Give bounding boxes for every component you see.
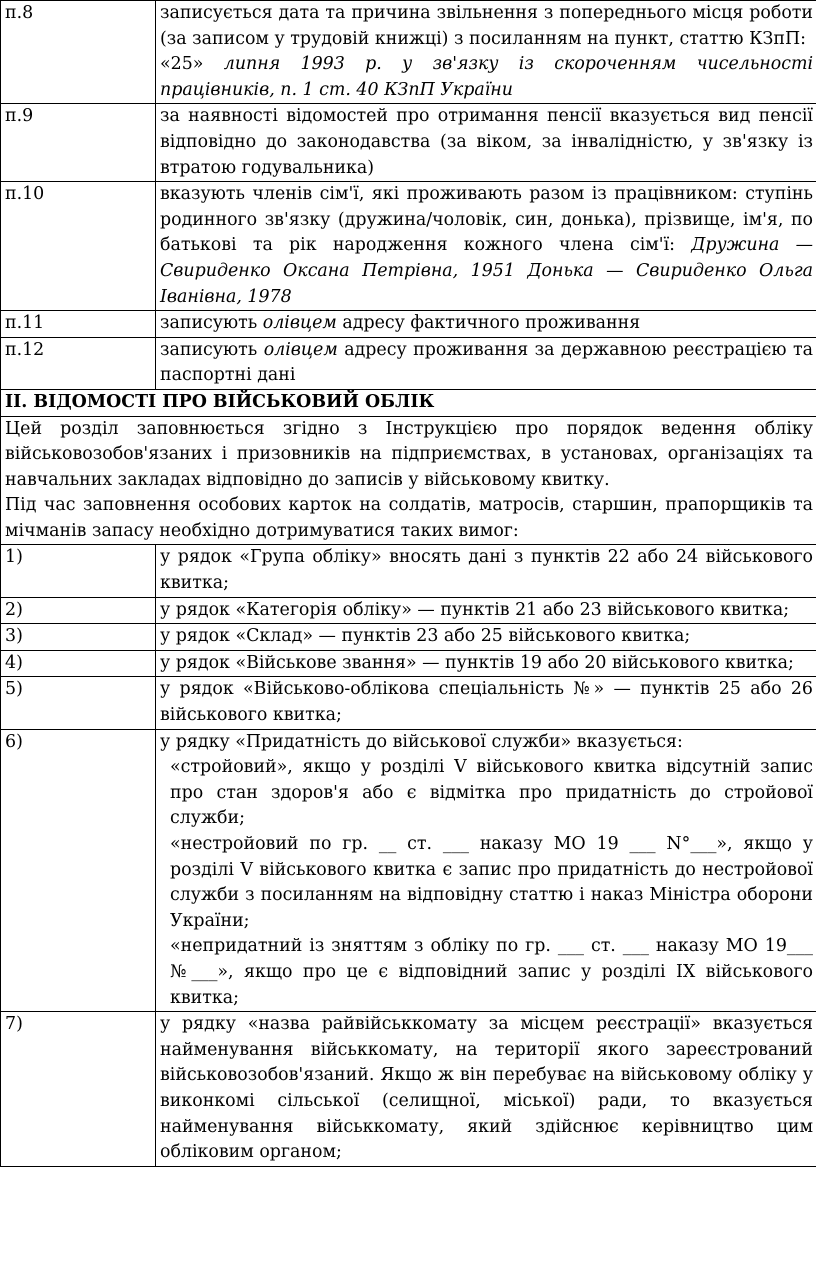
table-row bbox=[1, 1012, 816, 1167]
table-row bbox=[1, 337, 816, 389]
paragraph bbox=[160, 1012, 813, 1166]
paragraph bbox=[160, 338, 813, 389]
paragraph bbox=[160, 651, 813, 677]
table-row bbox=[1, 545, 816, 597]
item-description bbox=[156, 337, 816, 389]
text-run: записують bbox=[160, 313, 263, 334]
military-items bbox=[1, 545, 816, 1166]
table-row bbox=[1, 729, 816, 1012]
item-number: 7) bbox=[1, 1012, 156, 1167]
item-description bbox=[156, 677, 816, 729]
item-number: 5) bbox=[1, 677, 156, 729]
indented-paragraph bbox=[160, 755, 813, 832]
item-description bbox=[156, 545, 816, 597]
paragraph bbox=[160, 677, 813, 728]
text-run: записують bbox=[160, 339, 264, 360]
item-description bbox=[156, 650, 816, 677]
item-description bbox=[156, 311, 816, 338]
paragraph bbox=[160, 1, 813, 52]
table-row bbox=[1, 311, 816, 338]
section-heading-row bbox=[1, 389, 816, 416]
table-row bbox=[1, 677, 816, 729]
paragraph bbox=[160, 52, 813, 103]
item-number: 3) bbox=[1, 624, 156, 651]
section-title: ІІ. ВІДОМОСТІ ПРО ВІЙСЬКОВИЙ ОБЛІК bbox=[1, 389, 816, 416]
item-number: 6) bbox=[1, 729, 156, 1012]
item-description bbox=[156, 1, 816, 104]
table-row bbox=[1, 182, 816, 311]
table-row bbox=[1, 624, 816, 651]
intro-paragraph-2: Під час заповнення особових карток на солдатів, матросів, старшин, прапорщиків та мічманів запасу необхідно дотримуватися таких вимог: bbox=[5, 495, 813, 541]
text-run: «непридатний із зняттям з обліку по гр. ___ ст. ___ наказу МО 19___ №___», якщо про це є відповідний запис у розділі IX військового квитка; bbox=[170, 936, 813, 1008]
personal-data-items bbox=[1, 1, 816, 390]
table-row bbox=[1, 650, 816, 677]
item-description bbox=[156, 624, 816, 651]
text-run: у рядку «назва райвійськкомату за місцем реєстрації» вказується найменування військкомату, на території якого зареєстрований військовозобов'язаний. Якщо ж він перебуває на військовому обліку у виконкомі сільської (селищної, міської) ради, то вказується найменування військкомату, який здійснює керівництво цим обліковим органом; bbox=[160, 1014, 813, 1163]
item-number: 4) bbox=[1, 650, 156, 677]
indented-paragraph bbox=[160, 934, 813, 1011]
text-run: «нестройовий по гр. __ ст. ___ наказу МО 19 ___ N°___», якщо у розділі V військового квитка є запис про придатність до нестройової служби з посиланням на відповідну статтю і наказ Міністра оборони України; bbox=[170, 834, 813, 931]
italic-text: липня 1993 р. у зв'язку із скороченням чисельності працівників, п. 1 ст. 40 КЗпП України bbox=[160, 54, 814, 100]
text-run: у рядок «Категорія обліку» — пунктів 21 або 23 військового квитка; bbox=[160, 599, 790, 620]
text-run: у рядок «Група обліку» вносять дані з пунктів 22 або 24 військового квитка; bbox=[160, 547, 813, 594]
paragraph bbox=[160, 311, 813, 337]
italic-text: олівцем bbox=[263, 339, 338, 360]
intro-paragraph-1: Цей розділ заповнюється згідно з Інструкцією про порядок ведення обліку військовозобов'язаних і призовників на підприємствах, в установах, організаціях та навчальних закладах відповідно до записів у військовому квитку. bbox=[5, 418, 813, 490]
table-row bbox=[1, 1, 816, 104]
item-description bbox=[156, 182, 816, 311]
table-row bbox=[1, 104, 816, 182]
text-run: «стройовий», якщо у розділі V військового квитка відсутній запис про стан здоров'я або є відмітка про придатність до стройової служби; bbox=[170, 757, 813, 829]
paragraph bbox=[160, 730, 813, 756]
text-run: вказують членів сім'ї, які проживають разом із працівником: ступінь родинного зв'язку (дружина/чоловік, син, донька), прізвище, ім'я, по батькові та рік народження кожного члена сім'ї: bbox=[160, 184, 813, 256]
text-run: «25» bbox=[160, 54, 224, 75]
text-run: адресу фактичного проживання bbox=[336, 313, 641, 334]
indented-paragraph bbox=[160, 832, 813, 934]
text-run: у рядку «Придатність до військової служби» вказується: bbox=[160, 731, 683, 752]
section-intro-row bbox=[1, 416, 816, 545]
text-run: у рядок «Військове звання» — пунктів 19 або 20 військового квитка; bbox=[160, 652, 794, 673]
paragraph bbox=[160, 624, 813, 650]
paragraph bbox=[160, 598, 813, 624]
item-number: 1) bbox=[1, 545, 156, 597]
paragraph bbox=[160, 545, 813, 596]
item-number: 2) bbox=[1, 597, 156, 624]
table-row bbox=[1, 597, 816, 624]
item-description bbox=[156, 597, 816, 624]
item-description bbox=[156, 1012, 816, 1167]
text-run: адресу проживання за державною реєстрацією та паспортні дані bbox=[160, 339, 814, 386]
text-run: записується дата та причина звільнення з попереднього місця роботи (за записом у трудовій книжці) з посиланням на пункт, статтю КЗпП: bbox=[160, 3, 813, 49]
italic-text: олівцем bbox=[262, 313, 337, 334]
item-description bbox=[156, 729, 816, 1012]
item-number: п.8 bbox=[1, 1, 156, 104]
item-description bbox=[156, 104, 816, 182]
item-number: п.9 bbox=[1, 104, 156, 182]
item-number: п.12 bbox=[1, 337, 156, 389]
item-number: п.10 bbox=[1, 182, 156, 311]
text-run: у рядок «Склад» — пунктів 23 або 25 військового квитка; bbox=[160, 626, 691, 647]
paragraph bbox=[160, 104, 813, 181]
text-run: у рядок «Військово-облікова спеціальність №» — пунктів 25 або 26 військового квитка; bbox=[160, 679, 813, 726]
text-run: за наявності відомостей про отримання пенсії вказується вид пенсії відповідно до законодавства (за віком, за інвалідністю, у зв'язку із втратою годувальника) bbox=[160, 106, 813, 178]
military-section bbox=[1, 389, 816, 545]
section-intro bbox=[1, 416, 816, 545]
paragraph bbox=[160, 182, 813, 310]
item-number: п.11 bbox=[1, 311, 156, 338]
italic-text: Дружина — Свириденко Оксана Петрівна, 1951 Донька — Свириденко Ольга Іванівна, 1978 bbox=[160, 235, 813, 307]
